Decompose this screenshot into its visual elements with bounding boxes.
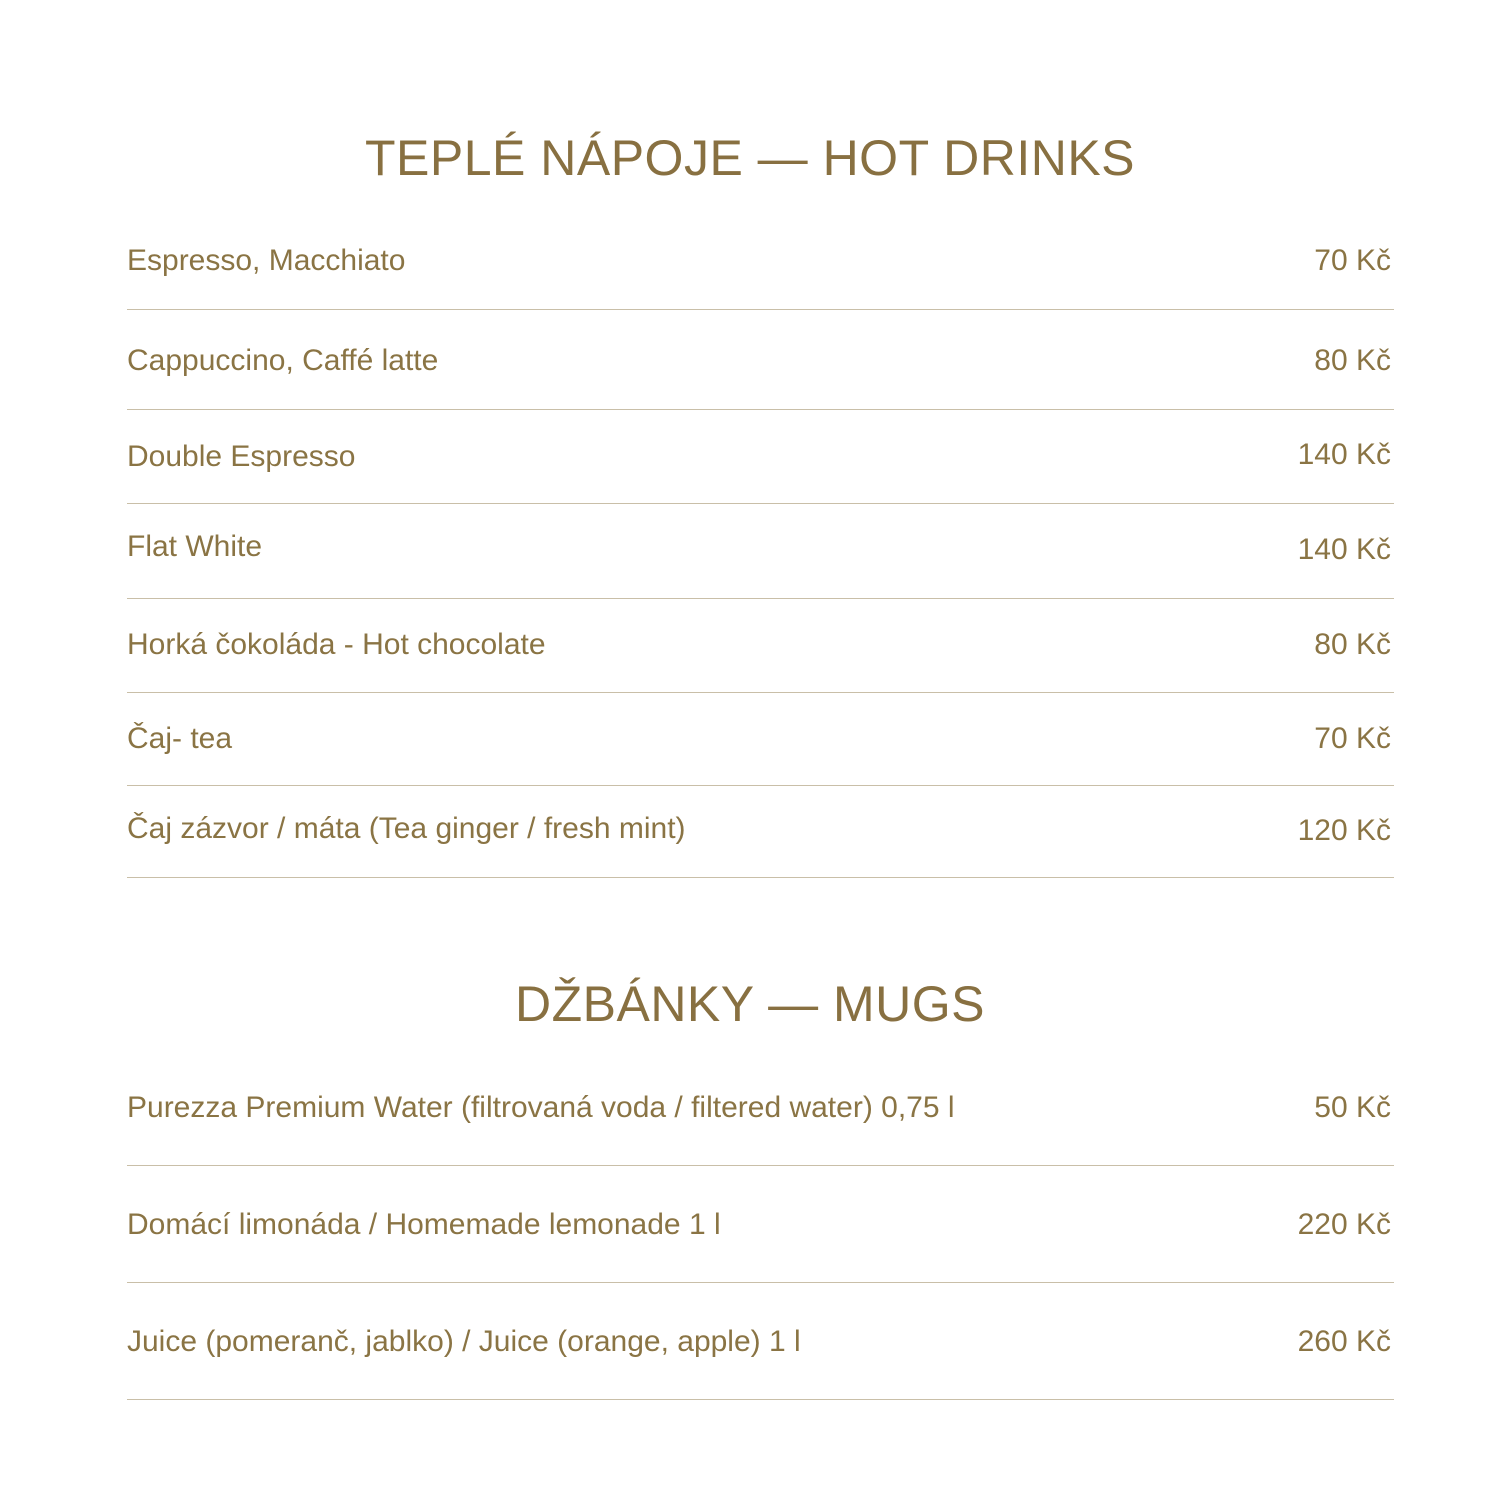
menu-item-price: 80 Kč (1314, 344, 1391, 377)
menu-item-price: 120 Kč (1297, 814, 1391, 847)
menu-item-row (127, 810, 1394, 878)
menu-item-row (127, 436, 1394, 504)
menu-item-row (127, 1087, 1394, 1166)
menu-item-price: 260 Kč (1297, 1325, 1391, 1358)
menu-item-price: 140 Kč (1297, 438, 1391, 471)
menu-item-price: 220 Kč (1297, 1208, 1391, 1241)
section-title-hot-drinks: TEPLÉ NÁPOJE — HOT DRINKS (364, 130, 1136, 186)
menu-item-name: Flat White (127, 530, 263, 563)
menu-item-price: 70 Kč (1314, 722, 1391, 755)
menu-item-price: 140 Kč (1297, 533, 1391, 566)
menu-item-name: Čaj- tea (127, 722, 233, 755)
section-title-mugs: DŽBÁNKY — MUGS (514, 976, 986, 1032)
menu-item-row (127, 528, 1394, 599)
menu-item-row (127, 240, 1394, 310)
menu-item-name: Juice (pomeranč, jablko) / Juice (orange, apple) 1 l (127, 1325, 801, 1358)
menu-item-name: Domácí limonáda / Homemade lemonade 1 l (127, 1208, 721, 1241)
menu-item-name: Cappuccino, Caffé latte (127, 344, 439, 377)
menu-item-name: Espresso, Macchiato (127, 244, 406, 277)
menu-item-price: 70 Kč (1314, 244, 1391, 277)
menu-item-name: Čaj zázvor / máta (Tea ginger / fresh mint) (127, 812, 686, 845)
menu-item-name: Horká čokoláda - Hot chocolate (127, 628, 546, 661)
menu-item-row (127, 1204, 1394, 1283)
menu-item-price: 50 Kč (1314, 1091, 1391, 1124)
menu-item-row (127, 340, 1394, 410)
menu-item-row (127, 1321, 1394, 1400)
menu-item-price: 80 Kč (1314, 628, 1391, 661)
menu-item-name: Purezza Premium Water (filtrovaná voda / filtered water) 0,75 l (127, 1091, 955, 1124)
menu-item-row (127, 624, 1394, 693)
menu-item-row (127, 718, 1394, 786)
menu-item-name: Double Espresso (127, 440, 356, 473)
